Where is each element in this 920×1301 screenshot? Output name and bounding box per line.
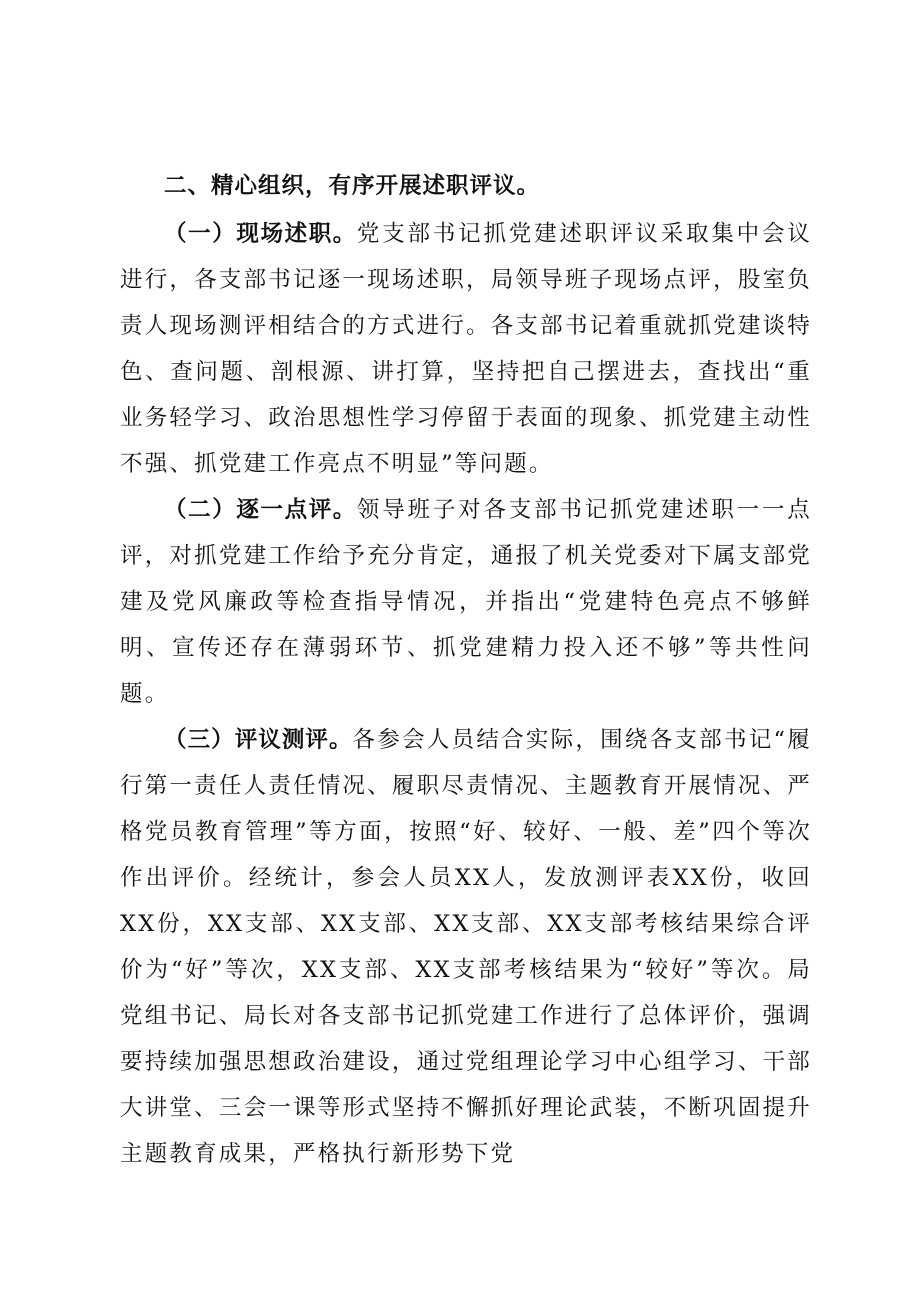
paragraph-title: （三）评议测评。: [164, 727, 353, 753]
paragraph-body: 各参会人员结合实际，围绕各支部书记“履行第一责任人责任情况、履职尽责情况、主题教育开展情况、严格党员教育管理”等方面，按照“好、较好、一般、差”四个等次作出评价。经统计，参会人员XX人，发放测评表XX份，收回XX份，XX支部、XX支部、XX支部、XX支部考核结果综合评价为“好”等次，XX支部、XX支部考核结果为“较好”等次。局党组书记、局长对各支部书记抓党建工作进行了总体评价，强调要持续加强思想政治建设，通过党组理论学习中心组学习、干部大讲堂、三会一课等形式坚持不懈抓好理论武装，不断巩固提升主题教育成果，严格执行新形势下党: [120, 727, 812, 1167]
paragraph-onsite-report: [120, 211, 812, 487]
paragraph-evaluation: [120, 717, 812, 1177]
paragraph-body: 领导班子对各支部书记抓党建述职一一点评，对抓党建工作给予充分肯定，通报了机关党委对下属支部党建及党风廉政等检查指导情况，并指出“党建特色亮点不够鲜明、宣传还存在薄弱环节、抓党建精力投入还不够”等共性问题。: [120, 497, 812, 707]
section-heading: 二、精心组织，有序开展述职评议。: [164, 173, 541, 199]
paragraph-review-comments: [120, 487, 812, 717]
paragraph-title: （一）现场述职。: [164, 221, 357, 247]
document-body: [120, 163, 812, 1177]
paragraph-body: 党支部书记抓党建述职评议采取集中会议进行，各支部书记逐一现场述职，局领导班子现场点评，股室负责人现场测评相结合的方式进行。各支部书记着重就抓党建谈特色、查问题、剖根源、讲打算，坚持把自己摆进去，查找出“重业务轻学习、政治思想性学习停留于表面的现象、抓党建主动性不强、抓党建工作亮点不明显”等问题。: [120, 221, 812, 477]
paragraph-title: （二）逐一点评。: [164, 497, 357, 523]
